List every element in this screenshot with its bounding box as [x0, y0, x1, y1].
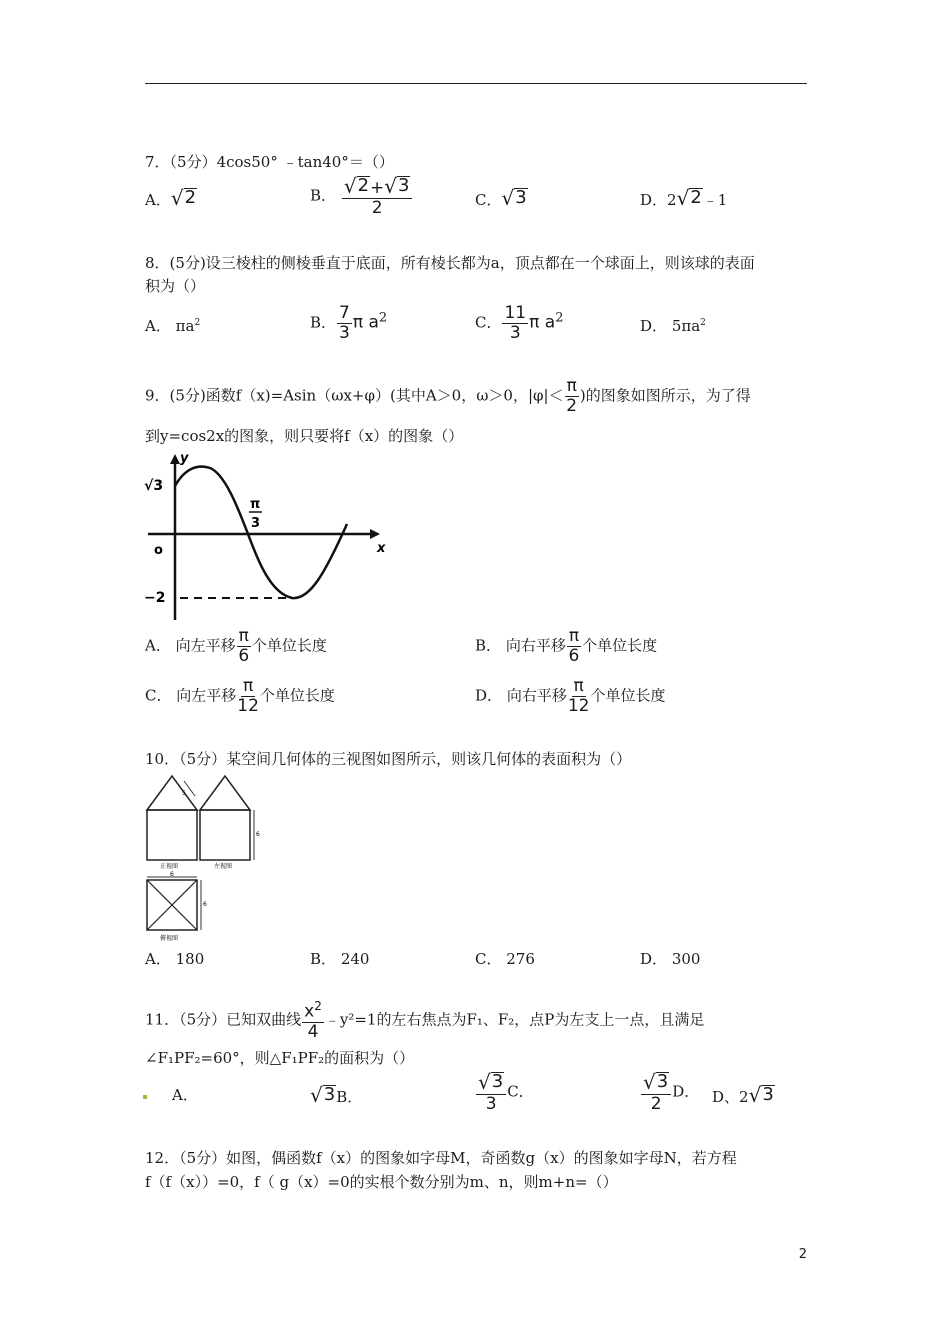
q11-option-c: √ 3 3 C．: [478, 1070, 534, 1114]
q9-sine-graph: [140, 448, 390, 623]
side-view-body: [200, 810, 250, 860]
q10-stem: 10．（5分）某空间几何体的三视图如图所示，则该几何体的表面积为（）: [145, 750, 632, 768]
q9-option-b: B． 向右平移 $\frac{\pi}{6}$ 个单位长度: [475, 626, 658, 666]
q9-option-a: A． 向左平移 $\frac{\pi}{6}$ 个单位长度: [145, 626, 327, 666]
q9-stem-line2: 到y=cos2x的图象，则只要将f（x）的图象（）: [145, 427, 464, 445]
q10-option-b: B． 240: [310, 950, 370, 968]
q8-stem-line2: 积为（）: [145, 277, 206, 295]
sine-curve: [175, 467, 347, 599]
bullet-marker: [143, 1095, 147, 1099]
q8-option-a: A． $\pi a^2$: [145, 317, 201, 335]
x-label: x: [377, 541, 386, 556]
q9-stem-line1: 9．(5分)函数f（x)=Asin（ωx+φ）(其中A＞0，ω＞0，|φ|＜ $\frac{\pi}{2}$ )的图象如图所示，为了得: [145, 376, 751, 416]
q8-stem-line1: 8．(5分)设三棱柱的侧棱垂直于底面，所有棱长都为a，顶点都在一个球面上，则该球的表面: [145, 254, 755, 272]
xtick-pi: π: [250, 497, 261, 512]
q10-option-d: D． 300: [640, 950, 701, 968]
top-width-dim: 6: [170, 871, 174, 878]
side-height-dim: 6: [256, 831, 260, 838]
front-view-roof: [147, 776, 197, 810]
q8-option-c: C． $\frac{11}{3}$ π $a^2$: [475, 303, 564, 343]
side-view-label: 左视图: [214, 863, 233, 870]
y-label: y: [180, 451, 189, 466]
q12-stem-line1: 12．（5分）如图，偶函数f（x）的图象如字母M，奇函数g（x）的图象如字母N，若方程: [145, 1149, 737, 1167]
q11-option-b: √ 3 B．: [310, 1083, 363, 1107]
ytick-sqrt3: √3: [144, 478, 164, 494]
origin-label: o: [154, 543, 163, 558]
xtick-3: 3: [251, 516, 261, 531]
q10-option-c: C． 276: [475, 950, 535, 968]
q10-three-view-figure: [140, 772, 270, 944]
q7-option-c: C． √ 3: [475, 186, 527, 210]
q8-option-d: D． $5\pi a^2$: [640, 317, 706, 335]
q9-option-d: D． 向右平移 $\frac{\pi}{12}$ 个单位长度: [475, 676, 666, 716]
q7-option-a: A． √ 2: [145, 186, 197, 210]
q11-option-a: A．: [172, 1086, 198, 1104]
q7-stem: 7．（5分）4cos50° ﹣tan40°＝（）: [145, 153, 394, 171]
page-number: 2: [798, 1247, 807, 1262]
header-rule: [145, 83, 807, 84]
q11-option-d-value: D、2 √ 3: [712, 1083, 774, 1107]
q10-option-a: A． 180: [145, 950, 205, 968]
q8-option-b: B． $\frac{7}{3}$ π $a^2$: [310, 303, 388, 343]
q12-stem-line2: f（f（x））=0，f（ g（x）=0的实根个数分别为m、n，则m+n=（）: [145, 1173, 618, 1191]
q7-option-b: B． √ 2 + √ 3 2: [310, 176, 413, 217]
y-axis-arrow: [170, 454, 180, 464]
side-view-roof: [200, 776, 250, 810]
front-view-label: 正视图: [160, 863, 179, 870]
q11-stem-line1: 11．（5分）已知双曲线 $\frac{x^2}{4}$ ﹣y²=1的左右焦点为F₁、F₂，点P为左支上一点，且满足: [145, 999, 705, 1042]
q11-option-d: √ 3 2 D．: [643, 1070, 700, 1114]
x-axis-arrow: [370, 529, 380, 539]
ytick-minus2: −2: [144, 590, 166, 606]
q9-option-c: C． 向左平移 $\frac{\pi}{12}$ 个单位长度: [145, 676, 335, 716]
front-view-body: [147, 810, 197, 860]
q7-option-d: D．2 √ 2 ﹣1: [640, 186, 728, 210]
top-view-label: 俯视图: [160, 935, 179, 942]
q11-stem-line2: ∠F₁PF₂=60°，则△F₁PF₂的面积为（）: [145, 1049, 415, 1067]
top-height-dim: 6: [203, 901, 207, 908]
front-slant-dim: 5: [182, 790, 186, 797]
